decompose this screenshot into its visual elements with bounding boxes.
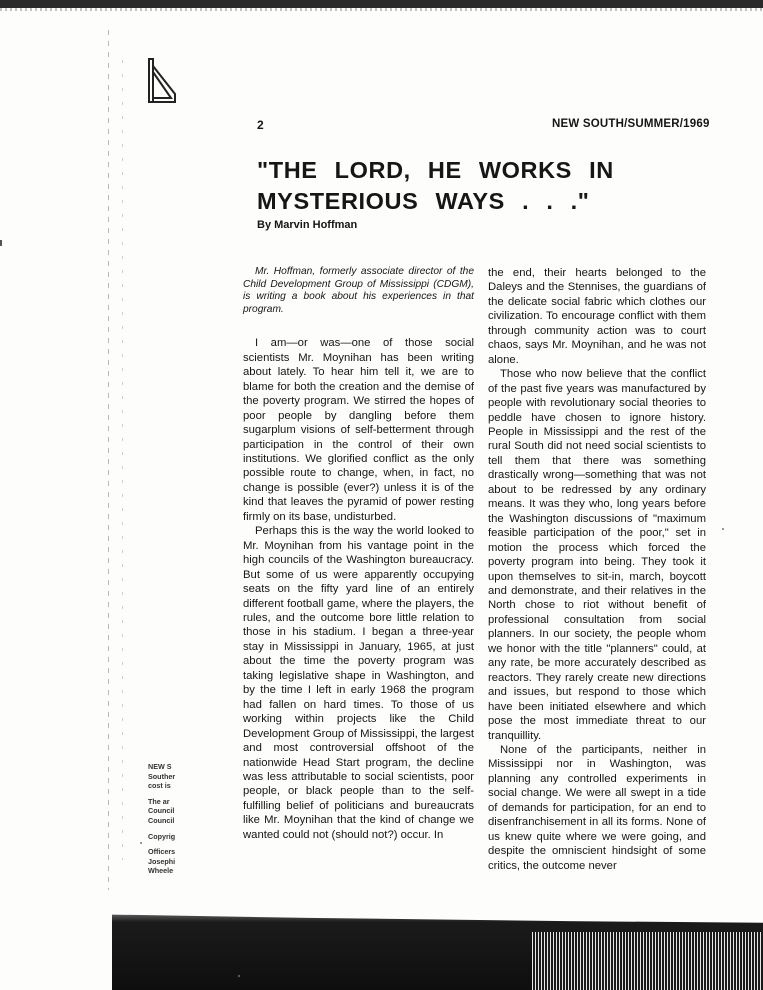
margin-fragment: NEW S	[148, 762, 172, 771]
body-paragraph: None of the participants, neither in Mississippi nor in Washington, was planning any controlled experiments in social change. We were all swept in a tide of demands for participation, for an end to disenfranchisement in all its forms. None of us knew quite where we were going, and despite the omniscient hindsight of some critics, the outcome never	[488, 743, 706, 872]
scan-speck	[140, 842, 142, 844]
margin-fragment: Council	[148, 806, 175, 816]
page-number: 2	[257, 118, 264, 132]
margin-fragment: Copyrig	[148, 831, 176, 841]
scan-top-grain	[0, 8, 763, 11]
margin-fragment: Wheele	[148, 866, 174, 876]
publication-header: NEW SOUTH/SUMMER/1969	[552, 118, 710, 130]
margin-fragment: cost is	[148, 781, 171, 791]
scan-top-edge	[0, 0, 763, 8]
body-paragraph: Perhaps this is the way the world looked to Mr. Moynihan from his vantage point in the high councils of the Washington bureaucracy. But some of us were apparently occupying seats on the fifty yard line of an entirely different football game, where the players, the rules, and the outcome bore little relation to those in his stadium. I began a three-year stay in Mississippi in January, 1965, at just about the time the poverty program was taking legislative shape in Washington, and by the time I left in early 1968 the program had fallen on hard times. To those of us working within projects like the Child Development Group of Mississippi, the largest and most controversial offshoot of the nationwide Head Start program, the decline was less attributable to social scientists, poor people, or black people than to the self-fulfilling belief of politicians and bureaucrats like Mr. Moynihan that the kind of change we wanted could not (should not?) occur. In	[243, 525, 474, 841]
left-column	[243, 266, 474, 842]
scan-halftone	[532, 932, 763, 990]
adjacent-page-margin-text	[148, 762, 188, 876]
body-paragraph: Those who now believe that the conflict of the past five years was manufactured by people with revolutionary social theories to peddle have chosen to ignore history. People in Mississippi and the rest of the rural South did not need social scientists to tell them that there was something drastically wrong—something that was not about to be redressed by any ordinary means. It was they who, long years before the Washington discussions of "maximum feasible participation of the poor," set in motion the process which forced the poverty program into being. They took it upon themselves to sit-in, march, boycott and demonstrate, and their relatives in the North chose to riot without benefit of professional consultation from social planners. In our society, the people whom we honor with the title "planners" could, at any rate, be more accurately described as reactors. They rarely create new directions and issues, but respond to those which have been initiated elsewhere and which pose the most immediate threat to our tranquillity.	[488, 368, 706, 742]
body-paragraph: the end, their hearts belonged to the Daleys and the Stennises, the guardians of the delicate social fabric which clothes our civilization. To encourage conflict with them through community action was to court chaos, says Mr. Moynihan, and he was not alone.	[488, 267, 706, 366]
scan-bottom-fold	[112, 908, 763, 990]
scan-speck	[722, 528, 724, 530]
margin-fragment: The ar	[148, 796, 170, 806]
margin-fragment: Josephi	[148, 856, 176, 866]
publisher-logo-icon	[146, 58, 178, 104]
margin-fragment: Officers	[148, 847, 176, 857]
body-paragraph: I am—or was—one of those social scientists Mr. Moynihan has been writing about lately. To hear him tell it, we are to blame for both the creation and the demise of the poverty program. We stirred the hopes of poor people by dangling before them sugarplum visions of self-betterment through participation in the control of their own institutions. We glorified conflict as the only possible route to change, when, in fact, no change is possible (ever?) unless it is of the kind that leaves the pyramid of power resting firmly on its base, undisturbed.	[243, 337, 474, 523]
edge-mark	[0, 240, 2, 246]
margin-fragment: Souther	[148, 771, 176, 781]
article-title: "THE LORD, HE WORKS IN MYSTERIOUS WAYS . . ."	[257, 157, 614, 214]
binding-shadow-secondary	[122, 60, 123, 860]
margin-fragment: Council	[148, 815, 175, 825]
binding-shadow	[108, 30, 109, 890]
right-column	[488, 266, 706, 873]
author-note: Mr. Hoffman, formerly associate director of the Child Development Group of Mississippi (CDGM), is writing a book about his experiences in that program.	[243, 266, 474, 315]
byline: By Marvin Hoffman	[257, 219, 358, 231]
scan-speck	[238, 975, 240, 977]
